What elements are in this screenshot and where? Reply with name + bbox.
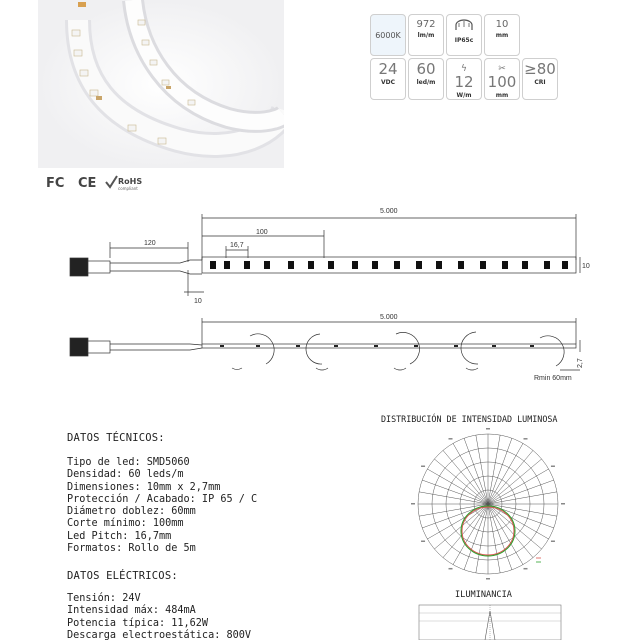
polar-angle-tick [524,568,528,570]
strip-drawing-bottom [60,310,590,390]
electrical-line: Descarga electroestática: 800V [67,629,252,641]
electrical-line: Potencia típica: 11,62W [67,617,209,629]
technical-line: Densidad: 60 leds/m [67,469,184,481]
polar-chart [408,424,568,584]
density-badge: 60 led/m [408,58,444,100]
electrical-line: Intensidad máx: 484mA [67,605,196,617]
strip-drawing-top [60,200,590,310]
polar-angle-tick [411,503,415,505]
cri-badge: ≥80 CRI [522,58,558,100]
technical-line: Led Pitch: 16,7mm [67,530,172,542]
polar-angle-tick [486,428,490,430]
bend-radius-label: Rmin 60mm [534,375,572,382]
lightning-icon: ϟ [461,64,467,74]
led-strip-photo [38,0,284,168]
pitch-block-label: 100 [256,229,268,236]
technical-line: Diámetro doblez: 60mm [67,506,196,518]
polar-angle-tick [449,568,453,570]
polar-chart-title: DISTRIBUCIÓN DE INTENSIDAD LUMINOSA [381,414,558,424]
electrical-title: DATOS ELÉCTRICOS: [67,570,178,582]
ip-rating-badge: IP65c [446,14,482,56]
width-badge: 10 mm [484,14,520,56]
led-dots [210,261,568,269]
rohs-logo: RoHS compliant [104,174,144,198]
polar-angle-tick [561,503,565,505]
illuminance-title: ILUMINANCIA [455,590,512,600]
ce-logo: CE [78,176,97,191]
polar-angle-tick [449,438,453,440]
polar-angle-tick [421,466,425,468]
product-photo [38,0,284,168]
polar-angle-tick [551,541,555,543]
ip-icon [454,19,474,31]
total-length-label-bottom: 5.000 [380,314,398,321]
polar-angle-tick [486,578,490,580]
cct-badge: 6000K [370,14,406,56]
technical-line: Dimensiones: 10mm x 2,7mm [67,481,221,493]
technical-list [67,457,257,555]
polar-angle-tick [551,466,555,468]
power-badge: ϟ 12 W/m [446,58,482,100]
illuminance-chart [415,603,565,640]
voltage-badge: 24 VDC [370,58,406,100]
polar-angle-tick [524,438,528,440]
led-pitch-label: 16,7 [230,242,244,249]
cut-badge: ✂ 100 mm [484,58,520,100]
technical-line: Corte mínimo: 100mm [67,518,184,530]
scissors-icon: ✂ [498,64,506,74]
technical-line: Formatos: Rollo de 5m [67,543,196,555]
fcc-logo: FC [46,176,65,191]
lumen-badge: 972 lm/m [408,14,444,56]
lead-length-label: 120 [144,240,156,247]
technical-title: DATOS TÉCNICOS: [67,432,165,444]
technical-line: Protección / Acabado: IP 65 / C [67,493,258,505]
strip-width-label: 10 [582,263,590,270]
lead-height-label: 10 [194,298,202,305]
polar-legend [536,558,541,562]
thickness-label: 2,7 [577,358,584,368]
technical-line: Tipo de led: SMD5060 [67,457,190,468]
electrical-line: Tensión: 24V [67,593,141,604]
total-length-label: 5.000 [380,208,398,215]
electrical-list [67,593,251,642]
polar-angle-tick [421,541,425,543]
